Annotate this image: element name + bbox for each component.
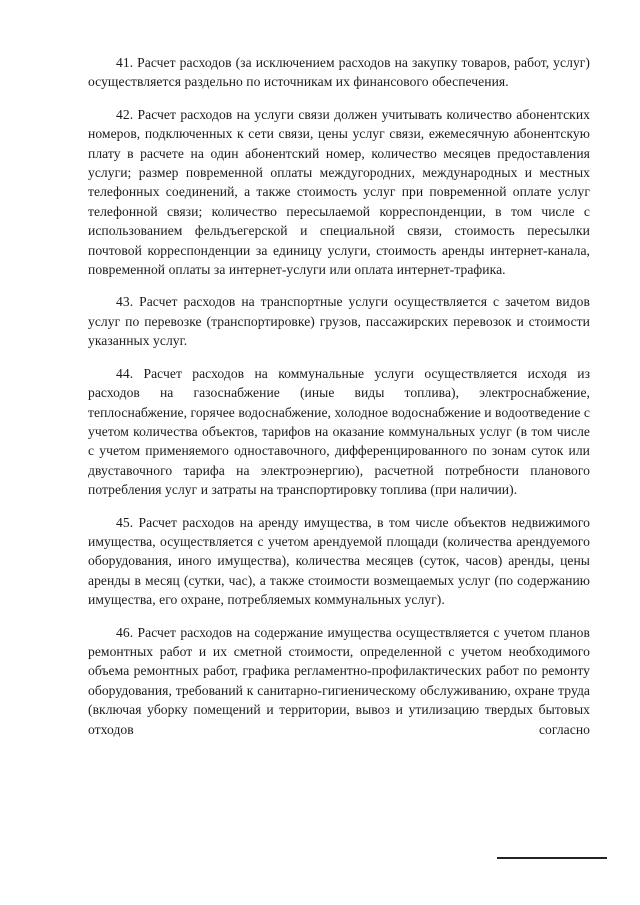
paragraph-46: 46. Расчет расходов на содержание имущества осуществляется с учетом планов ремонтных работ и их сметной стоимости, определенной с учетом необходимого объема ремонтных работ, графика регламентно-профилактических работ по ремонту оборудования, требований к санитарно-гигиеническому обслуживанию, охране труда (включая уборку помещений и территории, вывоз и утилизацию твердых бытовых отходов согласно: [88, 624, 590, 737]
footer-rule: [497, 857, 607, 859]
paragraph-45: 45. Расчет расходов на аренду имущества, в том числе объектов недвижимого имущества, осуществляется с учетом арендуемой площади (количества арендуемого оборудования, иного имущества), количества месяцев (суток, часов) аренды, цены аренды в месяц (сутки, час), а также стоимости возмещаемых услуг (по содержанию имущества, его охране, потребляемых коммунальных услуг).: [88, 514, 590, 608]
paragraph-44: 44. Расчет расходов на коммунальные услуги осуществляется исходя из расходов на газоснабжение (иные виды топлива), электроснабжение, теплоснабжение, горячее водоснабжение, холодное водоснабжение и водоотведение с учетом количества объектов, тарифов на оказание коммунальных услуг (в том числе с учетом применяемого одноставочного, дифференцированного по зонам суток или двуставочного тарифа на электроэнергию), расчетной потребности планового потребления услуг и затраты на транспортировку топлива (при наличии).: [88, 365, 590, 498]
document-page: [88, 53, 590, 752]
paragraph-41: 41. Расчет расходов (за исключением расходов на закупку товаров, работ, услуг) осуществляется раздельно по источникам их финансового обеспечения.: [88, 55, 590, 90]
paragraph-42: 42. Расчет расходов на услуги связи должен учитывать количество абонентских номеров, подключенных к сети связи, цены услуг связи, ежемесячную абонентскую плату в расчете на один абонентский номер, количество месяцев предоставления услуги; размер повременной оплаты междугородних, международных и местных телефонных соединений, а также стоимость услуг при повременной оплате услуг телефонной связи; количество пересылаемой корреспонденции, в том числе с использованием фельдъегерской и специальной связи, стоимость пересылки почтовой корреспонденции за единицу услуги, стоимость аренды интернет-канала, повременной оплаты за интернет-услуги или оплата интернет-трафика.: [88, 106, 590, 278]
paragraph-43: 43. Расчет расходов на транспортные услуги осуществляется с зачетом видов услуг по перевозке (транспортировке) грузов, пассажирских перевозок и стоимости указанных услуг.: [88, 294, 590, 349]
